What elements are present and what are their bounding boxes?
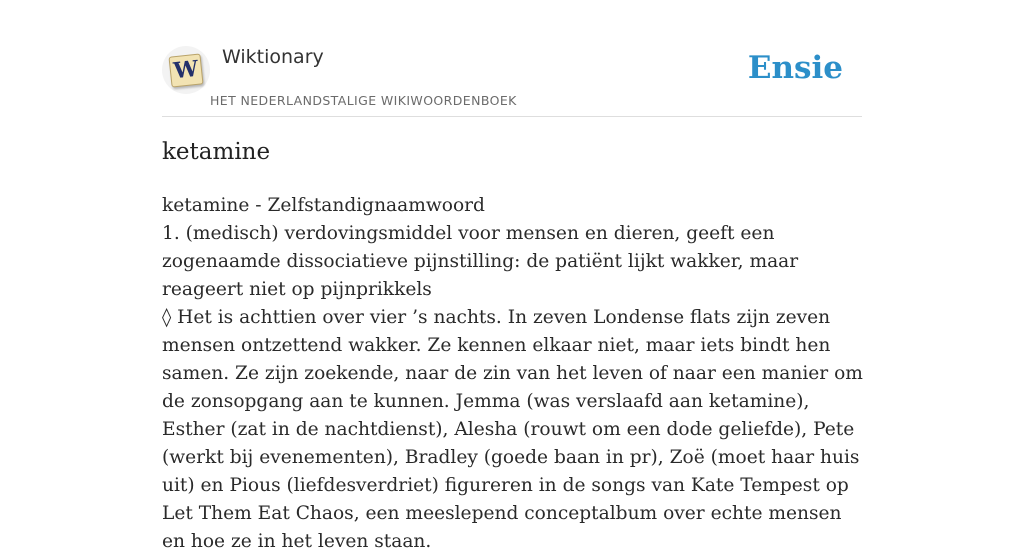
site-header: [162, 0, 862, 117]
example-quote: ◊ Het is achttien over vier ’s nachts. In zeven Londense flats zijn zeven mensen ontzettend wakker. Ze kennen elkaar niet, maar iets bindt hen samen. Ze zijn zoekende, naar de zin van het leven of naar een manier om de zonsopgang aan te kunnen. Jemma (was verslaafd aan ketamine), Esther (zat in de nachtdienst), Alesha (rouwt om een dode geliefde), Pete (werkt bij evenementen), Bradley (goede baan in pr), Zoë (moet haar huis uit) en Pious (liefdesverdriet) figureren in de songs van Kate Tempest op Let Them Eat Chaos, een meeslepend conceptalbum over echte mensen en hoe ze in het leven staan.: [162, 307, 863, 552]
definition: 1. (medisch) verdovingsmiddel voor mensen en dieren, geeft een zogenaamde dissociatieve pijnstilling: de patiënt lijkt wakker, maar reageert niet op pijnprikkels: [162, 223, 799, 300]
site-tagline: HET NEDERLANDSTALIGE WIKIWOORDENBOEK: [210, 93, 517, 108]
site-name[interactable]: Wiktionary: [222, 46, 324, 68]
page-title: ketamine: [162, 139, 271, 165]
wiktionary-logo[interactable]: [162, 46, 210, 94]
wiktionary-logo-icon: W: [168, 53, 203, 87]
entry-content: [162, 192, 864, 556]
ensie-brand-link[interactable]: Ensie: [747, 50, 843, 86]
part-of-speech-line: ketamine - Zelfstandignaamwoord: [162, 195, 485, 216]
